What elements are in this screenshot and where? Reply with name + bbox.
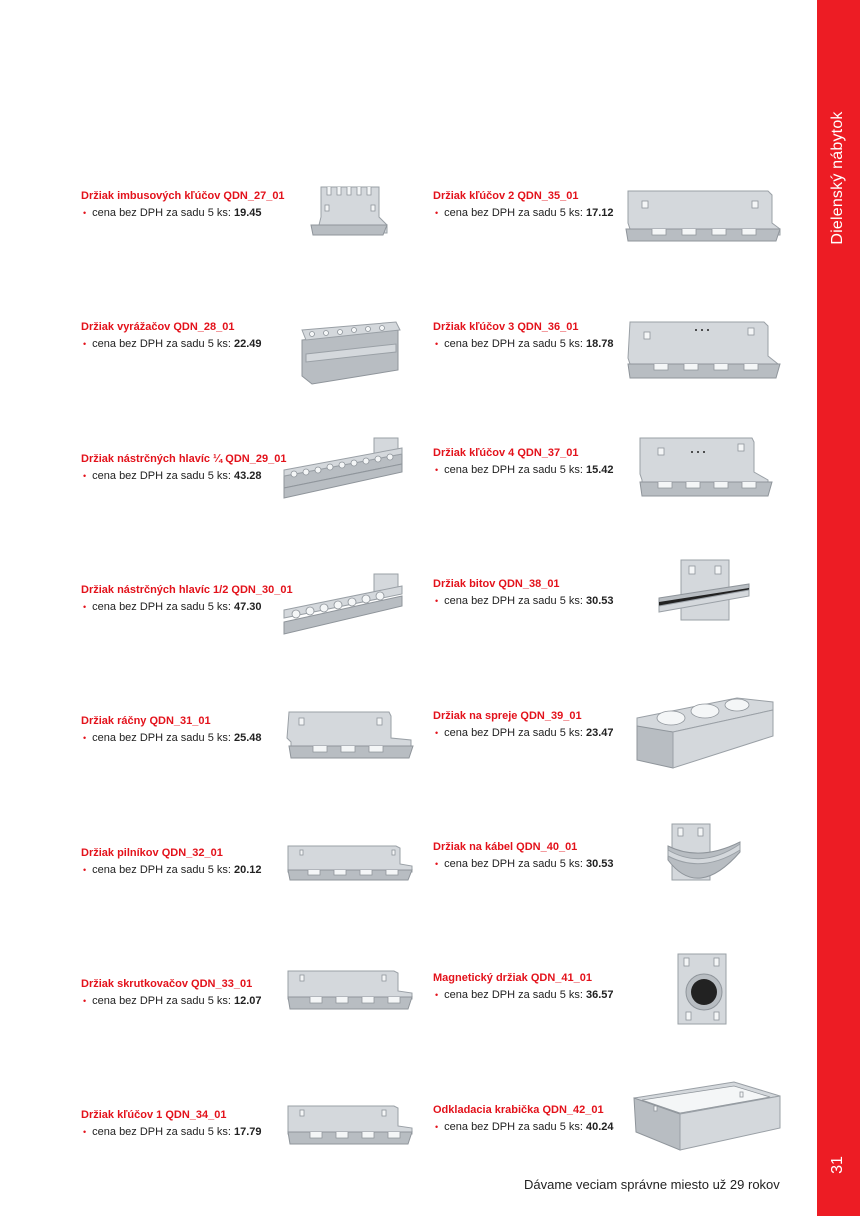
product-price: • cena bez DPH za sadu 5 ks: 30.53 xyxy=(435,858,614,870)
product-name: Držiak bitov QDN_38_01 xyxy=(433,578,560,590)
product-name: Držiak ráčny QDN_31_01 xyxy=(81,715,211,727)
product-image xyxy=(282,434,410,504)
product-price: • cena bez DPH za sadu 5 ks: 17.79 xyxy=(83,1126,262,1138)
product-price: • cena bez DPH za sadu 5 ks: 19.45 xyxy=(83,207,262,219)
product-image xyxy=(305,183,390,243)
product-price: • cena bez DPH za sadu 5 ks: 47.30 xyxy=(83,601,262,613)
product-price: • cena bez DPH za sadu 5 ks: 20.12 xyxy=(83,864,262,876)
product-name: Odkladacia krabička QDN_42_01 xyxy=(433,1104,604,1116)
product-image xyxy=(633,694,775,772)
product-image xyxy=(624,314,784,386)
price-value: 17.79 xyxy=(234,1126,262,1138)
price-value: 30.53 xyxy=(586,858,614,870)
price-value: 23.47 xyxy=(586,727,614,739)
product-name: Držiak kľúčov 4 QDN_37_01 xyxy=(433,447,579,459)
product-name: Držiak pilníkov QDN_32_01 xyxy=(81,847,223,859)
price-value: 36.57 xyxy=(586,989,614,1001)
product-price: • cena bez DPH za sadu 5 ks: 43.28 xyxy=(83,470,262,482)
product-price: • cena bez DPH za sadu 5 ks: 17.12 xyxy=(435,207,614,219)
product-image xyxy=(298,318,403,386)
product-image xyxy=(282,570,410,642)
product-image xyxy=(284,840,416,886)
price-value: 30.53 xyxy=(586,595,614,607)
product-image xyxy=(285,708,417,768)
price-value: 18.78 xyxy=(586,338,614,350)
product-image xyxy=(630,1078,784,1154)
product-image xyxy=(664,820,744,894)
product-price: • cena bez DPH za sadu 5 ks: 12.07 xyxy=(83,995,262,1007)
page-number: 31 xyxy=(829,1156,846,1174)
price-value: 22.49 xyxy=(234,338,262,350)
product-name: Držiak nástrčných hlavíc ¼ QDN_29_01 xyxy=(81,453,287,465)
product-name: Držiak kľúčov 3 QDN_36_01 xyxy=(433,321,579,333)
product-name: Držiak na kábel QDN_40_01 xyxy=(433,841,578,853)
product-image xyxy=(636,430,776,506)
product-price: • cena bez DPH za sadu 5 ks: 30.53 xyxy=(435,595,614,607)
product-name: Držiak nástrčných hlavíc 1/2 QDN_30_01 xyxy=(81,584,293,596)
footer-slogan: Dávame veciam správne miesto už 29 rokov xyxy=(524,1177,780,1192)
price-value: 12.07 xyxy=(234,995,262,1007)
price-value: 19.45 xyxy=(234,207,262,219)
price-value: 40.24 xyxy=(586,1121,614,1133)
product-price: • cena bez DPH za sadu 5 ks: 25.48 xyxy=(83,732,262,744)
price-value: 17.12 xyxy=(586,207,614,219)
product-price: • cena bez DPH za sadu 5 ks: 22.49 xyxy=(83,338,262,350)
product-name: Držiak imbusových kľúčov QDN_27_01 xyxy=(81,190,285,202)
product-name: Držiak kľúčov 2 QDN_35_01 xyxy=(433,190,579,202)
product-name: Držiak kľúčov 1 QDN_34_01 xyxy=(81,1109,227,1121)
price-value: 25.48 xyxy=(234,732,262,744)
product-price: • cena bez DPH za sadu 5 ks: 40.24 xyxy=(435,1121,614,1133)
product-image xyxy=(672,950,736,1030)
product-price: • cena bez DPH za sadu 5 ks: 36.57 xyxy=(435,989,614,1001)
product-image xyxy=(622,183,782,248)
price-value: 15.42 xyxy=(586,464,614,476)
product-name: Držiak vyrážačov QDN_28_01 xyxy=(81,321,235,333)
product-price: • cena bez DPH za sadu 5 ks: 18.78 xyxy=(435,338,614,350)
product-image xyxy=(655,556,755,632)
price-value: 20.12 xyxy=(234,864,262,876)
price-value: 43.28 xyxy=(234,470,262,482)
product-name: Držiak na spreje QDN_39_01 xyxy=(433,710,582,722)
product-price: • cena bez DPH za sadu 5 ks: 15.42 xyxy=(435,464,614,476)
product-name: Magnetický držiak QDN_41_01 xyxy=(433,972,592,984)
product-image xyxy=(284,965,416,1017)
price-value: 47.30 xyxy=(234,601,262,613)
product-price: • cena bez DPH za sadu 5 ks: 23.47 xyxy=(435,727,614,739)
product-image xyxy=(284,1100,416,1150)
section-title: Dielenský nábytok xyxy=(829,111,846,245)
product-name: Držiak skrutkovačov QDN_33_01 xyxy=(81,978,253,990)
